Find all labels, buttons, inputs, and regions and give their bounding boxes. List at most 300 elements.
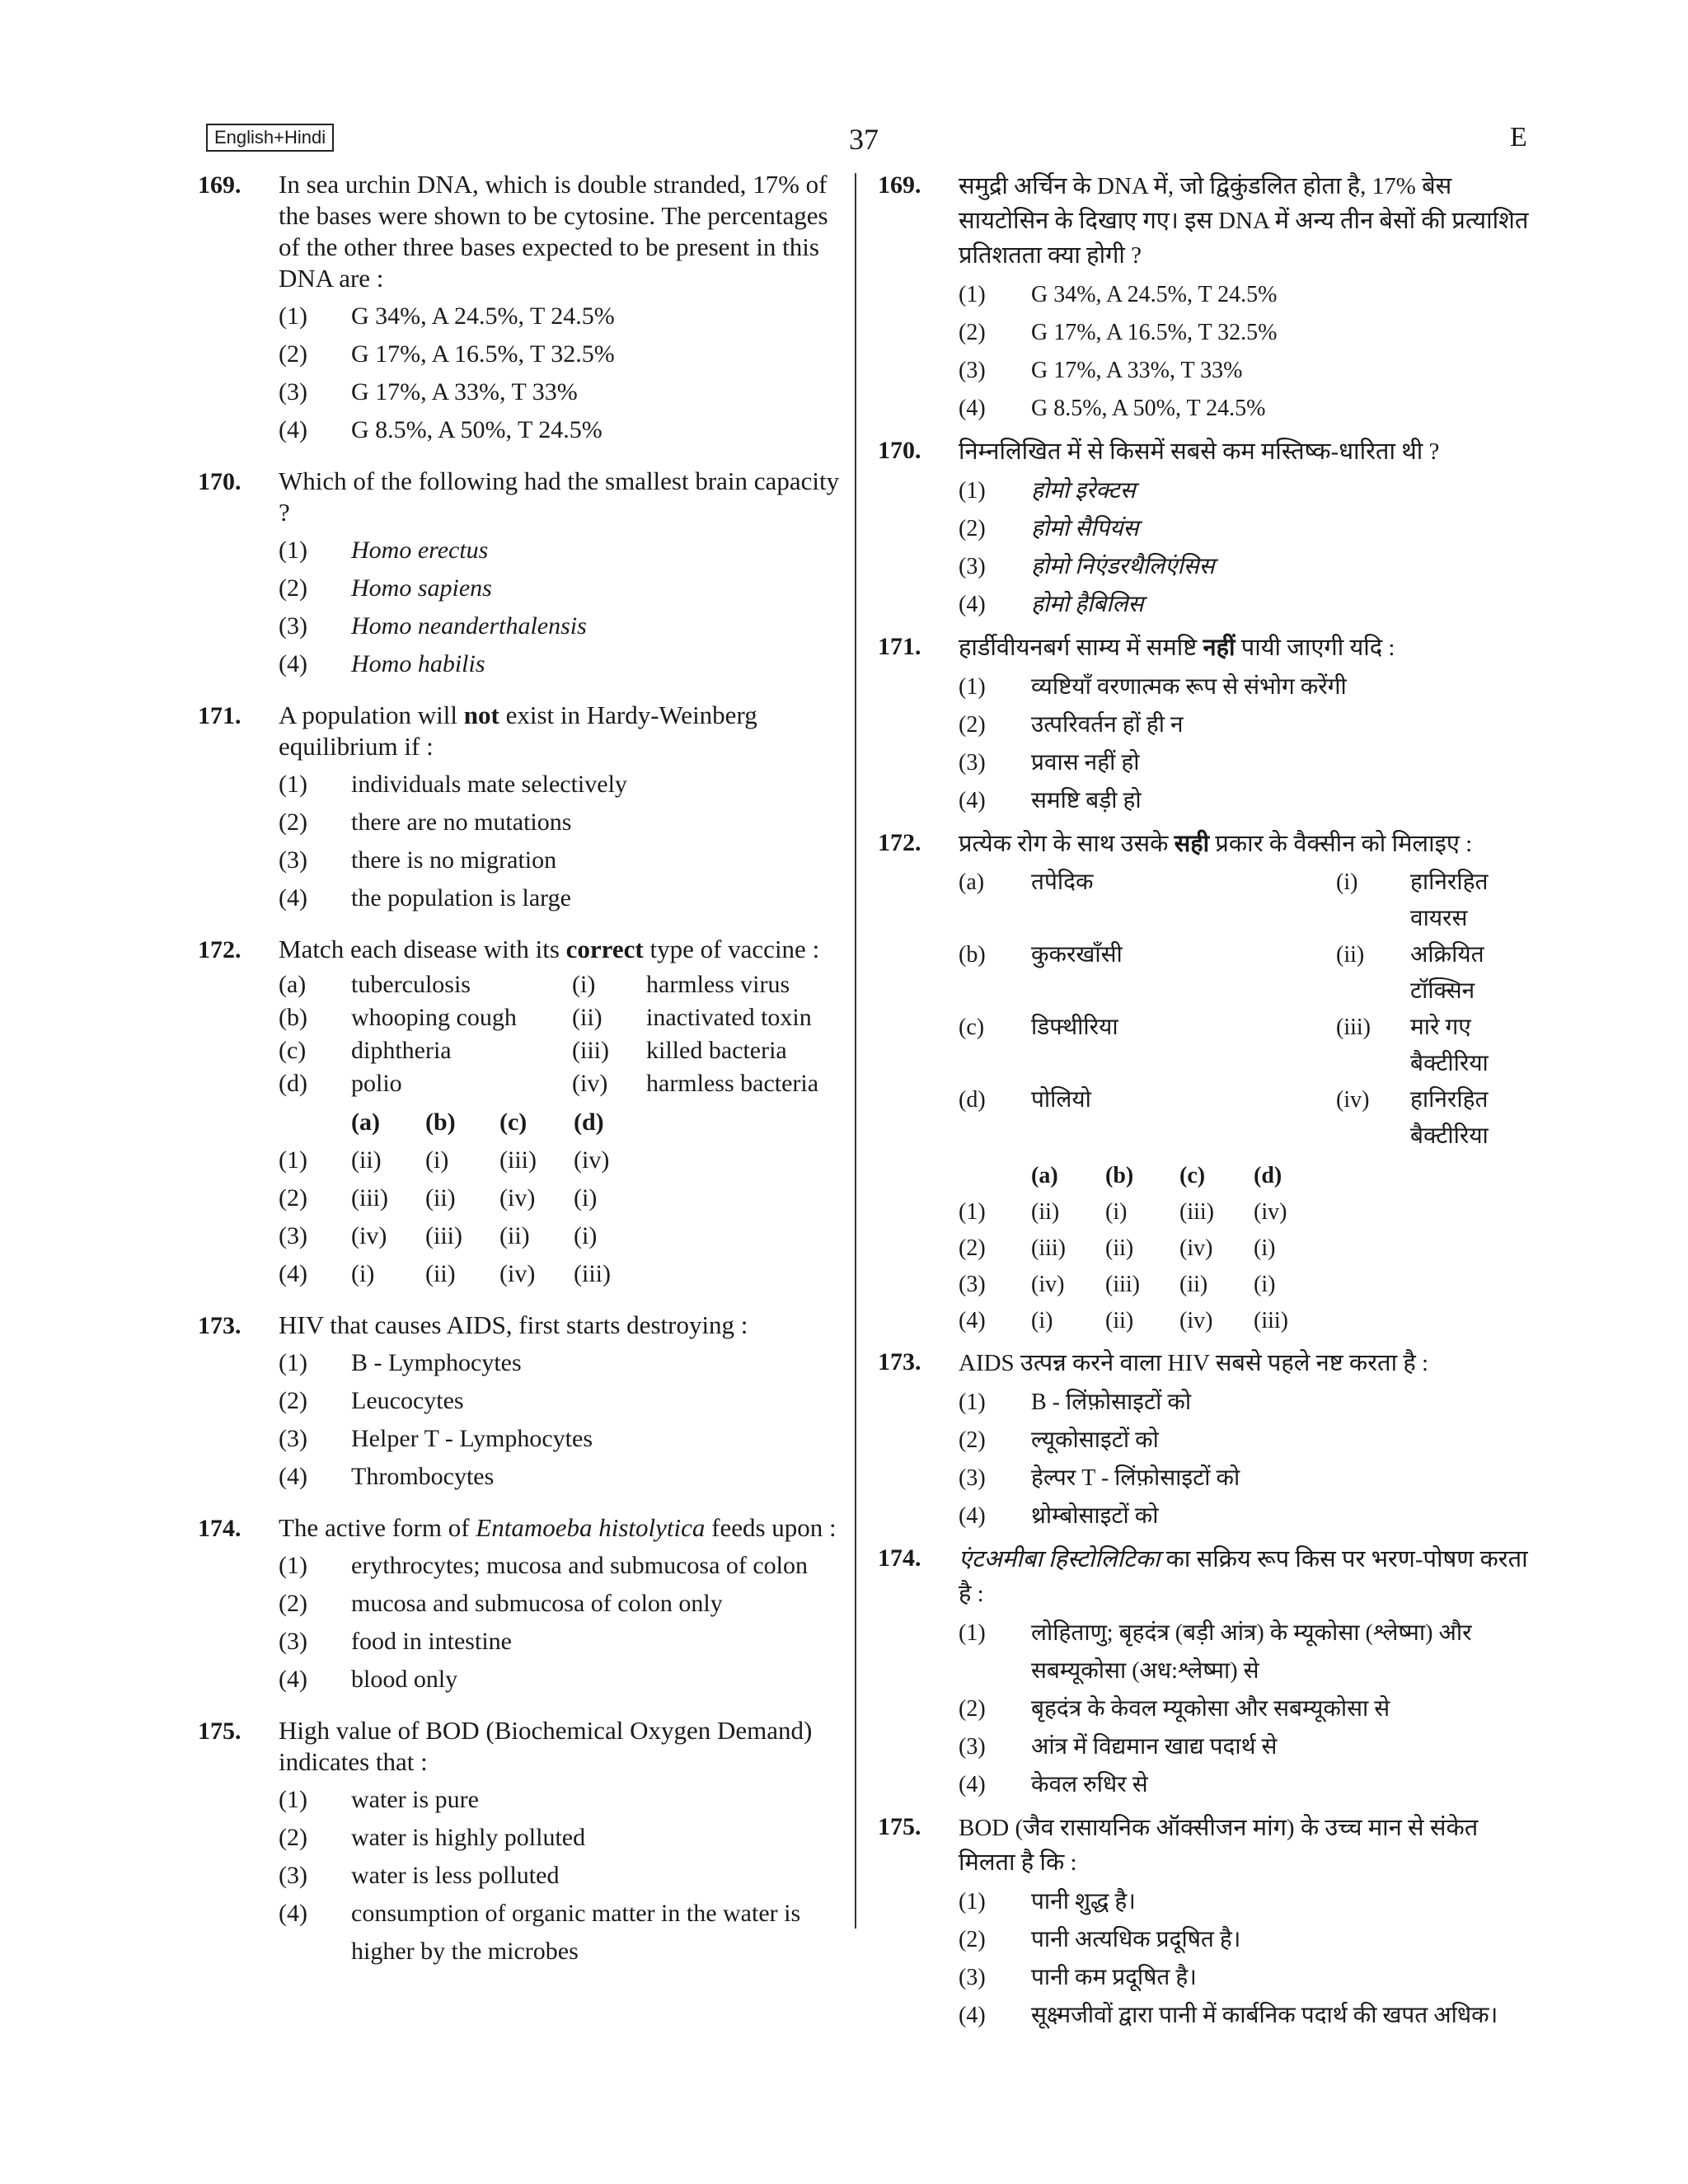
option: [279, 1547, 849, 1585]
option: [959, 706, 1537, 744]
answer-cell: (iii): [425, 1222, 462, 1249]
match-row: [959, 1010, 1537, 1082]
answer-head: (b): [425, 1108, 456, 1136]
disease: तपेदिक: [1031, 869, 1094, 895]
match-row: [959, 1082, 1537, 1155]
answer-row: [279, 1141, 648, 1179]
option-number: (1): [279, 537, 307, 564]
row-key: (a): [279, 971, 307, 998]
option-number: (3): [279, 846, 307, 874]
option: [959, 1460, 1537, 1497]
answer-table: [279, 1104, 648, 1293]
answer-cell: (i): [1105, 1199, 1128, 1225]
question-171-en: [198, 700, 849, 917]
option: [279, 411, 849, 449]
answer-cell: (iv): [1254, 1199, 1287, 1225]
vaccine-type: harmless virus: [646, 971, 790, 998]
option: [279, 1382, 849, 1420]
option-number: (1): [959, 1199, 986, 1225]
option-text: Leucocytes: [351, 1387, 464, 1414]
option-text: G 34%, A 24.5%, T 24.5%: [1031, 282, 1278, 307]
option-number: (4): [279, 650, 307, 677]
row-key: (d): [279, 1070, 307, 1097]
question-stem: HIV that causes AIDS, first starts destroying :: [279, 1310, 748, 1339]
answer-row: [279, 1217, 648, 1255]
option-number: (4): [959, 1308, 986, 1333]
option-number: (3): [279, 1425, 307, 1452]
option: [959, 352, 1537, 390]
option-number: (1): [279, 771, 307, 798]
answer-row: [279, 1255, 648, 1293]
option-text: व्यष्टियाँ वरणात्मक रूप से संभोग करेंगी: [1031, 674, 1347, 700]
row-roman: (i): [1336, 869, 1358, 895]
question-stem: High value of BOD (Biochemical Oxygen Demand) indicates that :: [279, 1716, 813, 1776]
stem-emphasis: not: [463, 701, 499, 729]
option: [959, 276, 1537, 314]
page-number: 37: [849, 123, 879, 156]
option-number: (4): [279, 1260, 307, 1287]
option: [279, 879, 849, 917]
answer-cell: (ii): [1105, 1235, 1134, 1261]
match-table: [959, 865, 1537, 1155]
answer-header: [959, 1158, 1328, 1194]
option-number: (2): [959, 1696, 986, 1722]
option-text: there are no mutations: [351, 808, 572, 836]
row-key: (b): [959, 942, 986, 968]
option: [279, 1661, 849, 1699]
vaccine-type: killed bacteria: [646, 1037, 787, 1064]
option-number: (4): [959, 2003, 986, 2028]
answer-row: [959, 1194, 1328, 1230]
stem-text: feeds upon :: [705, 1513, 837, 1542]
option-number: (3): [959, 358, 986, 383]
question-stem: [959, 630, 1537, 665]
vaccine-type: inactivated toxin: [646, 1004, 812, 1031]
question-174-hi: [878, 1542, 1537, 1804]
option-number: (1): [279, 1349, 307, 1376]
option-number: (4): [959, 1772, 986, 1797]
vaccine-type: harmless bacteria: [646, 1070, 819, 1097]
answer-cell: (i): [574, 1184, 598, 1212]
option: [959, 1728, 1537, 1766]
option-number: (1): [959, 1889, 986, 1915]
option-text: Helper T - Lymphocytes: [351, 1425, 593, 1452]
option-text: समष्टि बड़ी हो: [1031, 788, 1142, 813]
question-stem: [279, 1512, 849, 1544]
option: [279, 1819, 849, 1857]
option: [279, 373, 849, 411]
answer-cell: (iv): [351, 1222, 387, 1249]
option: [959, 1766, 1537, 1804]
stem-text: type of vaccine :: [643, 935, 820, 963]
option-number: (2): [279, 808, 307, 836]
question-174-en: [198, 1512, 849, 1699]
option-number: (2): [959, 516, 986, 541]
answer-cell: (ii): [1179, 1272, 1208, 1297]
question-number: 174.: [198, 1515, 241, 1542]
answer-head: (d): [574, 1108, 604, 1136]
option: [279, 532, 849, 569]
answer-cell: (i): [1031, 1308, 1053, 1333]
stem-text: हार्डीवीयनबर्ग साम्य में समष्टि: [959, 635, 1203, 661]
option: [279, 1781, 849, 1819]
option-number: (1): [279, 1786, 307, 1813]
answer-table: [959, 1158, 1328, 1339]
english-column: [198, 169, 849, 1987]
question-169-hi: [878, 169, 1537, 428]
stem-text: प्रकार के वैक्सीन को मिलाइए :: [1209, 831, 1473, 857]
option-number: (1): [959, 478, 986, 504]
stem-italic: Entamoeba histolytica: [476, 1513, 706, 1542]
answer-cell: (ii): [499, 1222, 530, 1249]
option-text: water is pure: [351, 1786, 479, 1813]
option-text: blood only: [351, 1666, 458, 1693]
answer-cell: (i): [1254, 1272, 1276, 1297]
option-number: (1): [959, 1390, 986, 1415]
option: [959, 1921, 1537, 1959]
option-number: (4): [279, 1666, 307, 1693]
option-number: (4): [279, 416, 307, 443]
option: [959, 1997, 1537, 2035]
option-text: Homo neanderthalensis: [351, 612, 587, 640]
stem-text: exist in Hardy-Weinberg equilibrium if :: [279, 701, 757, 761]
question-stem: समुद्री अर्चिन के DNA में, जो द्विकुंडलित होता है, 17% बेस सायटोसिन के दिखाए गए। इस DNA में अन्य तीन बेसों की प्रत्याशित प्रतिशतता क्या होगी ?: [959, 173, 1529, 269]
question-stem: Which of the following had the smallest brain capacity ?: [279, 466, 840, 527]
option-number: (3): [279, 1862, 307, 1889]
question-stem: [959, 827, 1537, 861]
answer-cell: (iii): [1031, 1235, 1066, 1261]
hindi-column: [878, 169, 1537, 2041]
question-number: 175.: [878, 1813, 921, 1840]
option: [279, 1895, 849, 1971]
answer-cell: (i): [351, 1260, 375, 1287]
option-text: होमो हैबिलिस: [1031, 592, 1144, 617]
answer-cell: (iv): [1031, 1272, 1065, 1297]
question-stem: In sea urchin DNA, which is double stranded, 17% of the bases were shown to be cytosine. The percentages of the other three bases expected to be present in this DNA are :: [279, 170, 828, 293]
match-row: [279, 1067, 818, 1100]
disease: tuberculosis: [351, 971, 471, 998]
row-roman: (iii): [1336, 1015, 1371, 1040]
option: [279, 645, 849, 683]
answer-header: [279, 1104, 648, 1141]
option: [279, 1458, 849, 1496]
column-divider: [855, 173, 856, 1929]
option-text: केवल रुधिर से: [1031, 1772, 1148, 1797]
match-row: [279, 968, 818, 1001]
option: [959, 1883, 1537, 1921]
answer-cell: (iii): [1254, 1308, 1288, 1333]
stem-italic: एंटअमीबा हिस्टोलिटिका: [959, 1546, 1160, 1572]
answer-cell: (ii): [351, 1146, 382, 1174]
answer-row: [959, 1230, 1328, 1267]
option-text: थ्रोम्बोसाइटों को: [1031, 1503, 1159, 1529]
question-number: 170.: [878, 437, 921, 464]
option-number: (2): [279, 574, 307, 602]
option-text: Homo habilis: [351, 650, 485, 677]
option-text: individuals mate selectively: [351, 771, 627, 798]
option-number: (1): [279, 302, 307, 330]
row-key: (c): [959, 1015, 985, 1040]
option-text: ल्यूकोसाइटों को: [1031, 1427, 1159, 1453]
vaccine-type: अक्रियित टॉक्सिन: [1410, 942, 1484, 1004]
option: [959, 1422, 1537, 1460]
option-number: (2): [279, 1590, 307, 1617]
option-number: (3): [279, 1222, 307, 1249]
answer-cell: (iv): [499, 1260, 536, 1287]
answer-cell: (iv): [499, 1184, 536, 1212]
question-170-hi: [878, 434, 1537, 624]
option: [959, 782, 1537, 820]
option-text: G 17%, A 33%, T 33%: [1031, 358, 1243, 383]
option-text: there is no migration: [351, 846, 557, 874]
option-number: (2): [279, 1387, 307, 1414]
option-text: water is less polluted: [351, 1862, 560, 1889]
option-text: Thrombocytes: [351, 1463, 495, 1490]
option: [279, 1623, 849, 1661]
option-number: (2): [959, 1927, 986, 1952]
option-text: mucosa and submucosa of colon only: [351, 1590, 723, 1617]
option: [279, 607, 849, 645]
option: [959, 472, 1537, 510]
option: [959, 744, 1537, 782]
option-number: (2): [279, 1184, 307, 1212]
stem-emphasis: correct: [565, 935, 644, 963]
option: [279, 569, 849, 607]
question-number: 172.: [198, 936, 241, 963]
row-key: (c): [279, 1037, 307, 1064]
option-number: (4): [959, 788, 986, 813]
answer-cell: (ii): [1031, 1199, 1060, 1225]
option-text: होमो निएंडरथैलिएंसिस: [1031, 554, 1215, 579]
question-number: 171.: [878, 633, 921, 660]
option-text: erythrocytes; mucosa and submucosa of colon: [351, 1552, 809, 1579]
option-number: (4): [279, 1900, 307, 1927]
answer-cell: (iv): [574, 1146, 610, 1174]
option-number: (3): [959, 1465, 986, 1491]
answer-cell: (iii): [1105, 1272, 1140, 1297]
question-number: 169.: [878, 171, 921, 199]
answer-head: (c): [1179, 1163, 1206, 1188]
option: [959, 390, 1537, 428]
disease: पोलियो: [1031, 1087, 1091, 1113]
option: [959, 548, 1537, 586]
question-stem: BOD (जैव रासायनिक ऑक्सीजन मांग) के उच्च मान से संकेत मिलता है कि :: [959, 1815, 1479, 1876]
answer-head: (d): [1254, 1163, 1282, 1188]
option-number: (1): [959, 282, 986, 307]
vaccine-type: हानिरहित बैक्टीरिया: [1410, 1087, 1489, 1149]
option-number: (2): [959, 712, 986, 738]
option-text: B - Lymphocytes: [351, 1349, 522, 1376]
question-stem: निम्नलिखित में से किसमें सबसे कम मस्तिष्क-धारिता थी ?: [959, 438, 1440, 465]
vaccine-type: हानिरहित वायरस: [1410, 869, 1489, 931]
option-number: (1): [959, 674, 986, 700]
option: [959, 314, 1537, 352]
answer-cell: (iii): [351, 1184, 388, 1212]
answer-head: (a): [351, 1108, 380, 1136]
question-175-hi: [878, 1811, 1537, 2035]
option: [959, 586, 1537, 624]
row-roman: (iii): [572, 1037, 609, 1064]
question-172-en: [198, 934, 849, 1293]
question-170-en: [198, 466, 849, 683]
option: [279, 1344, 849, 1382]
stem-text: Match each disease with its: [279, 935, 566, 963]
question-number: 170.: [198, 468, 241, 495]
disease: कुकरखाँसी: [1031, 942, 1123, 968]
question-number: 169.: [198, 171, 241, 199]
question-173-en: [198, 1310, 849, 1496]
option-text: पानी कम प्रदूषित है।: [1031, 1965, 1197, 1990]
option: [959, 1615, 1537, 1690]
question-stem: AIDS उत्पन्न करने वाला HIV सबसे पहले नष्ट करता है :: [959, 1350, 1429, 1376]
answer-cell: (ii): [425, 1260, 456, 1287]
answer-cell: (i): [574, 1222, 598, 1249]
answer-cell: (iii): [499, 1146, 537, 1174]
option-text: water is highly polluted: [351, 1824, 586, 1851]
disease: whooping cough: [351, 1004, 517, 1031]
option-number: (2): [279, 340, 307, 368]
option-text: B - लिंफ़ोसाइटों को: [1031, 1390, 1192, 1415]
option-number: (3): [959, 1272, 986, 1297]
question-stem: [279, 934, 849, 965]
option-number: (3): [279, 1628, 307, 1655]
answer-row: [279, 1179, 648, 1217]
question-169-en: [198, 169, 849, 449]
answer-cell: (ii): [425, 1184, 456, 1212]
question-172-hi: [878, 827, 1537, 1339]
option-text: हेल्पर T - लिंफ़ोसाइटों को: [1031, 1465, 1240, 1491]
option-text: होमो सैपियंस: [1031, 516, 1139, 541]
question-171-hi: [878, 630, 1537, 820]
set-code: E: [1510, 122, 1527, 152]
option-number: (4): [959, 1503, 986, 1529]
option-text: प्रवास नहीं हो: [1031, 750, 1140, 776]
match-row: [279, 1001, 818, 1034]
option-text: Homo sapiens: [351, 574, 492, 602]
answer-row: [959, 1267, 1328, 1303]
option-text: सूक्ष्मजीवों द्वारा पानी में कार्बनिक पदार्थ की खपत अधिक।: [1031, 2003, 1498, 2028]
option: [279, 1585, 849, 1623]
option-text: लोहिताणु; बृहदंत्र (बड़ी आंत्र) के म्यूकोसा (श्लेष्मा) और सबम्यूकोसा (अध:श्लेष्मा) से: [1031, 1620, 1472, 1684]
row-roman: (iv): [572, 1070, 608, 1097]
question-stem: [959, 1542, 1537, 1611]
disease: डिफ्थीरिया: [1031, 1015, 1118, 1040]
row-roman: (i): [572, 971, 596, 998]
row-key: (a): [959, 869, 985, 895]
option: [959, 1384, 1537, 1422]
option-number: (3): [959, 554, 986, 579]
answer-cell: (ii): [1105, 1308, 1134, 1333]
option-number: (4): [279, 1463, 307, 1490]
option-text: the population is large: [351, 884, 571, 912]
option: [959, 668, 1537, 706]
answer-cell: (i): [425, 1146, 449, 1174]
option: [279, 1857, 849, 1895]
stem-emphasis: सही: [1174, 831, 1210, 857]
option: [959, 1959, 1537, 1997]
answer-cell: (iii): [574, 1260, 611, 1287]
option-number: (4): [279, 884, 307, 912]
question-number: 175.: [198, 1718, 241, 1745]
stem-text: The active form of: [279, 1513, 476, 1542]
option-number: (3): [959, 1965, 986, 1990]
answer-cell: (iii): [1179, 1199, 1214, 1225]
match-table: [279, 968, 818, 1100]
option-number: (2): [279, 1824, 307, 1851]
question-number: 174.: [878, 1544, 921, 1572]
option: [959, 510, 1537, 548]
row-roman: (ii): [1336, 942, 1365, 968]
option-number: (4): [959, 396, 986, 421]
option-text: G 8.5%, A 50%, T 24.5%: [351, 416, 603, 443]
disease: diphtheria: [351, 1037, 452, 1064]
option-text: Homo erectus: [351, 537, 489, 564]
option: [279, 335, 849, 373]
answer-row: [959, 1303, 1328, 1339]
option-number: (3): [279, 378, 307, 405]
option-number: (2): [959, 320, 986, 345]
option-text: G 34%, A 24.5%, T 24.5%: [351, 302, 615, 330]
answer-head: (c): [499, 1108, 528, 1136]
question-number: 173.: [878, 1348, 921, 1376]
option-text: पानी अत्यधिक प्रदूषित है।: [1031, 1927, 1241, 1952]
option-text: बृहदंत्र के केवल म्यूकोसा और सबम्यूकोसा से: [1031, 1696, 1390, 1722]
answer-cell: (i): [1254, 1235, 1276, 1261]
vaccine-type: मारे गए बैक्टीरिया: [1410, 1015, 1489, 1076]
option-number: (1): [279, 1552, 307, 1579]
language-label: English+Hindi: [206, 124, 334, 152]
option: [279, 298, 849, 335]
option-text: G 17%, A 16.5%, T 32.5%: [1031, 320, 1278, 345]
question-number: 173.: [198, 1312, 241, 1339]
option: [959, 1690, 1537, 1728]
option-number: (2): [959, 1235, 986, 1261]
row-roman: (ii): [572, 1004, 603, 1031]
option: [279, 841, 849, 879]
match-row: [279, 1034, 818, 1067]
option: [279, 804, 849, 841]
option: [959, 1497, 1537, 1535]
option-number: (4): [959, 592, 986, 617]
option-text: food in intestine: [351, 1628, 512, 1655]
option-number: (3): [959, 1734, 986, 1760]
stem-emphasis: नहीं: [1203, 635, 1236, 661]
option-text: G 17%, A 16.5%, T 32.5%: [351, 340, 615, 368]
row-key: (b): [279, 1004, 307, 1031]
question-stem: [279, 700, 849, 762]
question-number: 172.: [878, 829, 921, 856]
answer-cell: (iv): [1179, 1235, 1213, 1261]
option-number: (1): [959, 1620, 986, 1646]
match-row: [959, 937, 1537, 1010]
row-key: (d): [959, 1087, 986, 1113]
question-number: 171.: [198, 702, 241, 729]
answer-cell: (iv): [1179, 1308, 1213, 1333]
option: [279, 766, 849, 804]
option-text: G 17%, A 33%, T 33%: [351, 378, 578, 405]
disease: polio: [351, 1070, 402, 1097]
question-173-hi: [878, 1346, 1537, 1535]
option-number: (1): [279, 1146, 307, 1174]
option-text: पानी शुद्ध है।: [1031, 1889, 1136, 1915]
option-text: आंत्र में विद्यमान खाद्य पदार्थ से: [1031, 1734, 1278, 1760]
option-number: (3): [279, 612, 307, 640]
option-number: (2): [959, 1427, 986, 1453]
answer-head: (a): [1031, 1163, 1058, 1188]
answer-head: (b): [1105, 1163, 1134, 1188]
option-text: होमो इरेक्टस: [1031, 478, 1136, 504]
stem-text: पायी जाएगी यदि :: [1235, 635, 1395, 661]
